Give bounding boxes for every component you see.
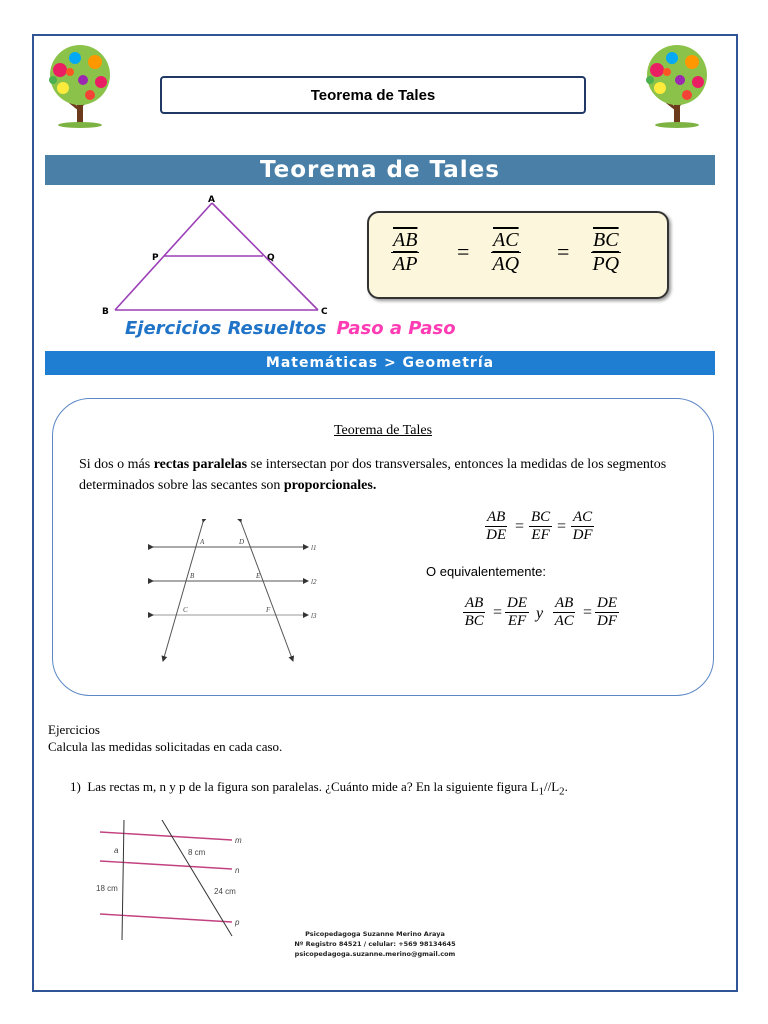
tree-illustration-right bbox=[632, 40, 722, 130]
theory-text-2: se intersectan por dos transversales, entonces la medidas de los segmentos determinados sobre las secantes son bbox=[79, 457, 667, 493]
denominator: EF bbox=[507, 613, 527, 629]
formula-box bbox=[367, 211, 669, 299]
segment-label-a: a bbox=[114, 846, 119, 855]
segment-label-24cm: 24 cm bbox=[214, 887, 236, 896]
tree-illustration-left bbox=[35, 40, 125, 130]
numerator: $\overline{AC}$ bbox=[493, 229, 519, 251]
footer-email: psicopedagoga.suzanne.merino@gmail.com bbox=[294, 950, 456, 958]
equals-sign: = bbox=[557, 239, 570, 264]
equals-sign: = bbox=[583, 604, 593, 621]
fig-label-l3: l3 bbox=[311, 612, 317, 620]
theory-title: Teorema de Tales bbox=[333, 423, 433, 438]
denominator: BC bbox=[464, 613, 484, 629]
line-label-n: n bbox=[235, 866, 240, 875]
theory-box bbox=[52, 398, 714, 696]
fraction-ab-ac bbox=[553, 595, 575, 630]
fraction-bc-ef bbox=[529, 509, 552, 544]
fraction-ab-de bbox=[485, 509, 507, 544]
exercise-1-number: 1) bbox=[70, 779, 81, 794]
line-label-p: p bbox=[235, 918, 240, 927]
fig-label-a: A bbox=[200, 538, 205, 546]
fraction-de-df bbox=[595, 595, 619, 630]
fig-label-b: B bbox=[190, 572, 195, 580]
triangle-label-c: C bbox=[321, 307, 328, 317]
exercise-1-figure bbox=[92, 818, 262, 943]
exercises-instruction: Calcula las medidas solicitadas en cada caso. bbox=[48, 739, 283, 754]
banner bbox=[45, 155, 715, 386]
exercise-1-sub1: 1 bbox=[538, 785, 544, 798]
numerator: AB bbox=[465, 595, 484, 611]
theory-text-1: Si dos o más bbox=[79, 457, 154, 472]
fig-label-e: E bbox=[256, 572, 261, 580]
theory-text bbox=[79, 454, 699, 496]
numerator: AC bbox=[573, 509, 593, 525]
segment-label-8cm: 8 cm bbox=[188, 848, 206, 857]
theory-bold-2: proporcionales. bbox=[283, 478, 377, 493]
denominator: EF bbox=[531, 527, 550, 543]
parallel-lines-figure bbox=[148, 519, 328, 669]
fig-label-l2: l2 bbox=[311, 578, 317, 586]
exercise-1-sub2: 2 bbox=[559, 785, 565, 798]
and-word: y bbox=[536, 605, 544, 622]
numerator: $\overline{BC}$ bbox=[593, 229, 619, 251]
theory-bold-1: rectas paralelas bbox=[153, 457, 248, 472]
numerator: $\overline{AB}$ bbox=[393, 229, 418, 251]
denominator: PQ bbox=[592, 253, 620, 275]
exercises-heading: Ejercicios bbox=[48, 722, 100, 737]
fig-label-f: F bbox=[266, 606, 271, 614]
banner-title: Teorema de Tales bbox=[45, 155, 715, 185]
numerator: BC bbox=[531, 509, 551, 525]
footer-registry: Nº Registro 84521 / celular: +569 98134645 bbox=[294, 940, 456, 948]
triangle-label-a: A bbox=[208, 195, 215, 205]
fraction-ab-bc bbox=[463, 595, 485, 630]
denominator: AQ bbox=[492, 253, 520, 275]
numerator: AB bbox=[487, 509, 506, 525]
denominator: DE bbox=[486, 527, 507, 543]
equivalent-label: O equivalentemente: bbox=[426, 564, 546, 579]
equals-sign: = bbox=[557, 518, 567, 535]
equals-sign: = bbox=[457, 239, 470, 264]
header-title: Teorema de Tales bbox=[160, 76, 586, 114]
fraction-de-ef bbox=[505, 595, 529, 630]
exercise-1-body: Las rectas m, n y p de la figura son paralelas. ¿Cuánto mide a? En la siguiente figura L bbox=[87, 779, 539, 794]
banner-subtitle bbox=[125, 318, 456, 339]
segment-label-18cm: 18 cm bbox=[96, 884, 118, 893]
exercise-1-mid: //L bbox=[544, 779, 560, 794]
footer-name: Psicopedagoga Suzanne Merino Araya bbox=[305, 930, 445, 938]
line-label-m: m bbox=[235, 836, 242, 845]
equals-sign: = bbox=[493, 604, 503, 621]
triangle-label-q: Q bbox=[267, 253, 275, 263]
fraction-ab-ap bbox=[391, 229, 419, 276]
exercise-1-text bbox=[70, 779, 568, 798]
fig-label-l1: l1 bbox=[311, 544, 317, 552]
fig-label-c: C bbox=[183, 606, 188, 614]
numerator: DE bbox=[507, 595, 527, 611]
subtitle-pink: Paso a Paso bbox=[336, 318, 456, 339]
banner-category: Matemáticas > Geometría bbox=[45, 351, 715, 375]
numerator: DE bbox=[597, 595, 617, 611]
equals-sign: = bbox=[515, 518, 525, 535]
fig-label-d: D bbox=[239, 538, 245, 546]
triangle-label-p: P bbox=[152, 253, 159, 263]
fraction-bc-pq bbox=[591, 229, 621, 276]
triangle-label-b: B bbox=[102, 307, 109, 317]
exercise-1-end: . bbox=[564, 779, 568, 794]
numerator: AB bbox=[555, 595, 574, 611]
fraction-ac-aq bbox=[491, 229, 521, 276]
triangle-figure bbox=[100, 193, 340, 318]
fraction-ac-df bbox=[571, 509, 594, 544]
footer bbox=[290, 929, 460, 959]
denominator: DF bbox=[597, 613, 617, 629]
denominator: AP bbox=[393, 253, 418, 275]
subtitle-blue: Ejercicios Resueltos bbox=[125, 318, 327, 339]
denominator: AC bbox=[554, 613, 574, 629]
denominator: DF bbox=[572, 527, 593, 543]
